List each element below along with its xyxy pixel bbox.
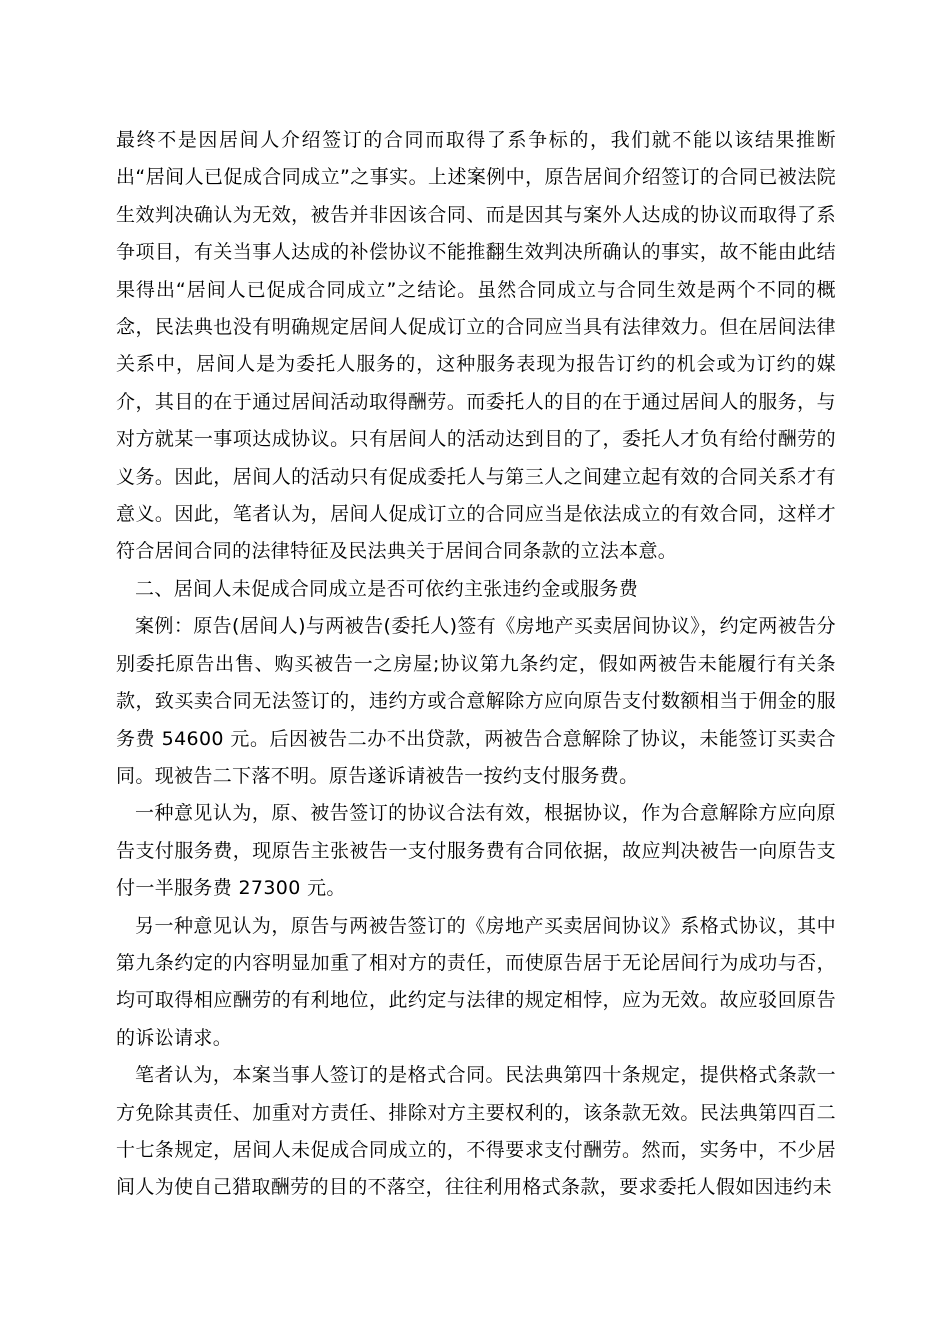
paragraph-continuation: 最终不是因居间人介绍签订的合同而取得了系争标的，我们就不能以该结果推断出“居间人已促成合同成立”之事实。上述案例中，原告居间介绍签订的合同已被法院生效判决确认为无效，被告并非因该合同、而是因其与案外人达成的协议而取得了系争项目，有关当事人达成的补偿协议不能推翻生效判决所确认的事实，故不能由此结果得出“居间人已促成合同成立”之结论。虽然合同成立与合同生效是两个不同的概念，民法典也没有明确规定居间人促成订立的合同应当具有法律效力。但在居间法律关系中，居间人是为委托人服务的，这种服务表现为报告订约的机会或为订约的媒介，其目的在于通过居间活动取得酬劳。而委托人的目的在于通过居间人的服务，与对方就某一事项达成协议。只有居间人的活动达到目的了，委托人才负有给付酬劳的义务。因此，居间人的活动只有促成委托人与第三人之间建立起有效的合同关系才有意义。因此，笔者认为，居间人促成订立的合同应当是依法成立的有效合同，这样才符合居间合同的法律特征及民法典关于居间合同条款的立法本意。 [116, 129, 836, 563]
section-heading: 二、居间人未促成合同成立是否可依约主张违约金或服务费 [135, 577, 639, 600]
paragraph-opinion-one: 一种意见认为，原、被告签订的协议合法有效，根据协议，作为合意解除方应向原告支付服务费，现原告主张被告一支付服务费有合同依据，故应判决被告一向原告支付一半服务费 27300 元。 [116, 802, 836, 900]
paragraph-author-view: 笔者认为，本案当事人签订的是格式合同。民法典第四十条规定，提供格式条款一方免除其责任、加重对方责任、排除对方主要权利的，该条款无效。民法典第四百二十七条规定，居间人未促成合同成立的，不得要求支付酬劳。然而，实务中，不少居间人为使自己猎取酬劳的目的不落空，往往利用格式条款，要求委托人假如因违约未 [116, 1064, 836, 1199]
document-body [116, 122, 836, 1207]
paragraph-case: 案例：原告(居间人)与两被告(委托人)签有《房地产买卖居间协议》，约定两被告分别委托原告出售、购买被告一之房屋;协议第九条约定，假如两被告未能履行有关条款，致买卖合同无法签订的，违约方或合意解除方应向原告支付数额相当于佣金的服务费 54600 元。后因被告二办不出贷款，两被告合意解除了协议，未能签订买卖合同。现被告二下落不明。原告遂诉请被告一按约支付服务费。 [116, 615, 836, 787]
paragraph-opinion-two: 另一种意见认为，原告与两被告签订的《房地产买卖居间协议》系格式协议，其中第九条约定的内容明显加重了相对方的责任，而使原告居于无论居间行为成功与否，均可取得相应酬劳的有利地位，此约定与法律的规定相悖，应为无效。故应驳回原告的诉讼请求。 [116, 914, 836, 1049]
